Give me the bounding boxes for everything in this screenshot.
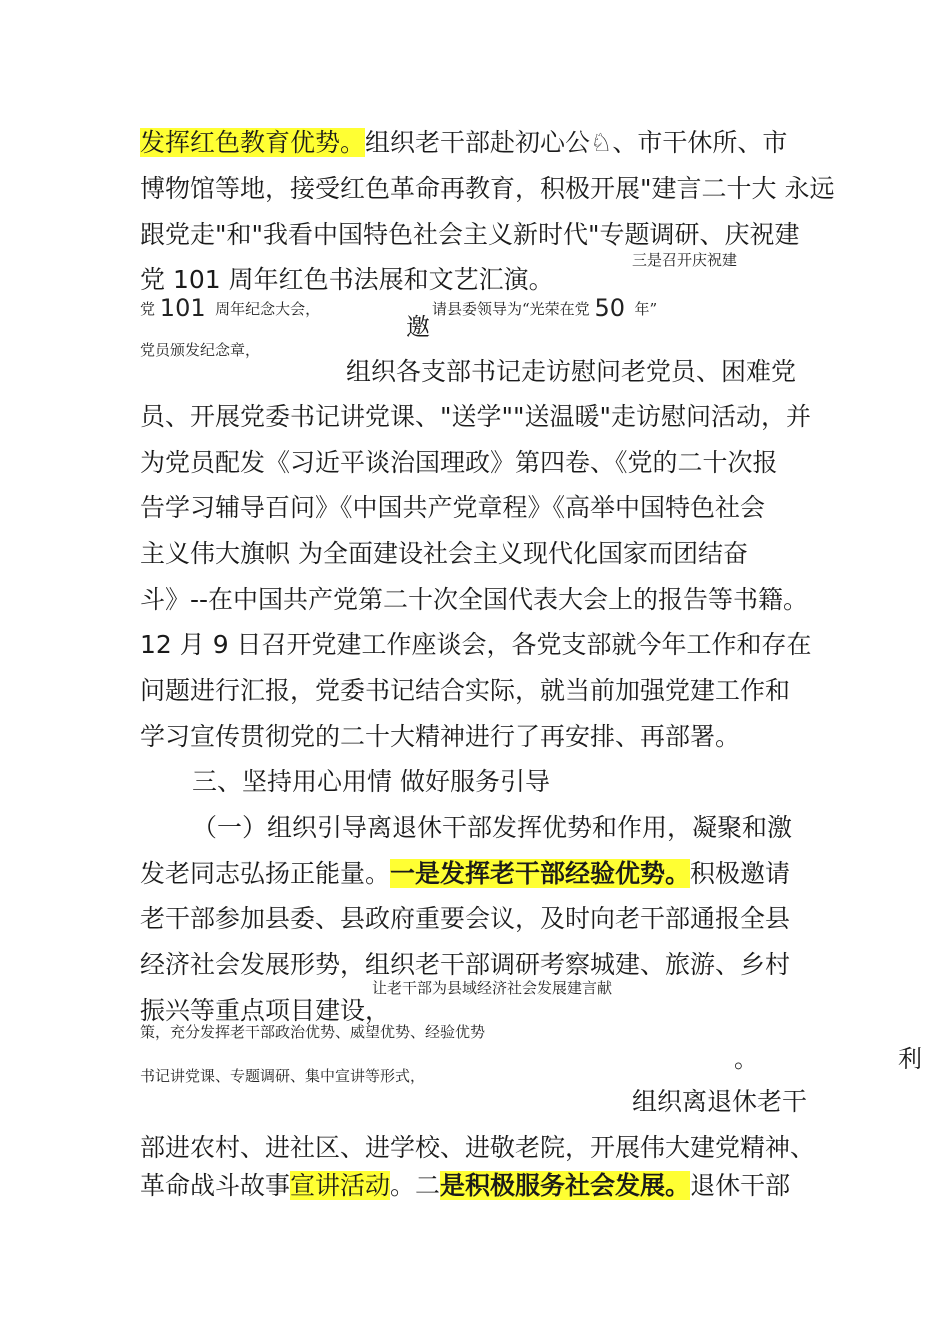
- inserted-small-text: 请县委领导为“光荣在党 50 年”: [432, 294, 658, 322]
- inserted-small-text: 党员颁发纪念章，: [140, 341, 261, 359]
- highlighted-phrase: 是积极服务社会发展。: [440, 1171, 691, 1200]
- text-line: 发挥红色教育优势。组织老干部赴初心公♘、市干休所、市: [140, 128, 788, 157]
- text-line: 革命战斗故事宣讲活动。二是积极服务社会发展。退休干部: [140, 1171, 791, 1200]
- text-line: 学习宣传贯彻党的二十大精神进行了再安排、再部署。: [140, 722, 741, 751]
- text-line: 12 月 9 日召开党建工作座谈会，各党支部就今年工作和存在: [140, 630, 812, 659]
- text-line: 振兴等重点项目建设，: [140, 996, 391, 1025]
- text-line: 跟党走"和"我看中国特色社会主义新时代"专题调研、庆祝建: [140, 220, 800, 249]
- highlighted-phrase: 发挥红色教育优势。: [140, 128, 366, 157]
- text-line: 部进农村、进社区、进学校、进敬老院，开展伟大建党精神、: [140, 1133, 816, 1162]
- text-line: 主义伟大旗帜 为全面建设社会主义现代化国家而团结奋: [140, 539, 748, 568]
- inserted-small-text: 书记讲党课、专题调研、集中宣讲等形式，: [140, 1067, 426, 1085]
- text-line: 员、开展党委书记讲党课、"送学""送温暖"走访慰问活动，并: [140, 402, 811, 431]
- text-line: 组织各支部书记走访慰问老党员、困难党: [346, 357, 797, 386]
- inserted-glyph: 邀: [406, 313, 430, 341]
- text-line: 告学习辅导百问》《中国共产党章程》《高举中国特色社会: [140, 493, 766, 522]
- text-line: 党 101 周年红色书法展和文艺汇演。: [140, 265, 554, 294]
- text-line: （一）组织引导离退休干部发挥优势和作用，凝聚和激: [192, 813, 793, 842]
- text-line: 问题进行汇报，党委书记结合实际，就当前加强党建工作和: [140, 676, 791, 705]
- inserted-small-text: 三是召开庆祝建: [632, 251, 738, 269]
- inserted-small-text: 策，充分发挥老干部政治优势、威望优势、经验优势: [140, 1023, 486, 1041]
- text-line: 老干部参加县委、县政府重要会议，及时向老干部通报全县: [140, 904, 791, 933]
- text-line: 组织离退休老干: [632, 1087, 808, 1116]
- text-line: 为党员配发《习近平谈治国理政》第四卷、《党的二十次报: [140, 448, 778, 477]
- inserted-glyph: 利: [898, 1045, 922, 1073]
- highlighted-phrase: 一是发挥老干部经验优势。: [390, 859, 691, 888]
- text-line: 经济社会发展形势，组织老干部调研考察城建、旅游、乡村: [140, 950, 791, 979]
- text-line: 斗》--在中国共产党第二十次全国代表大会上的报告等书籍。: [140, 585, 809, 614]
- inserted-small-text: 让老干部为县域经济社会发展建言献: [372, 979, 613, 997]
- inserted-small-text: 党 101 周年纪念大会，: [140, 294, 321, 322]
- section-heading: 三、坚持用心用情 做好服务引导: [192, 767, 550, 796]
- text-line: 博物馆等地，接受红色革命再教育，积极开展"建言二十大 永远: [140, 174, 835, 203]
- inserted-glyph: 。: [734, 1045, 758, 1073]
- text-line: 发老同志弘扬正能量。一是发挥老干部经验优势。积极邀请: [140, 859, 791, 888]
- highlighted-phrase: 宣讲活动: [290, 1171, 391, 1200]
